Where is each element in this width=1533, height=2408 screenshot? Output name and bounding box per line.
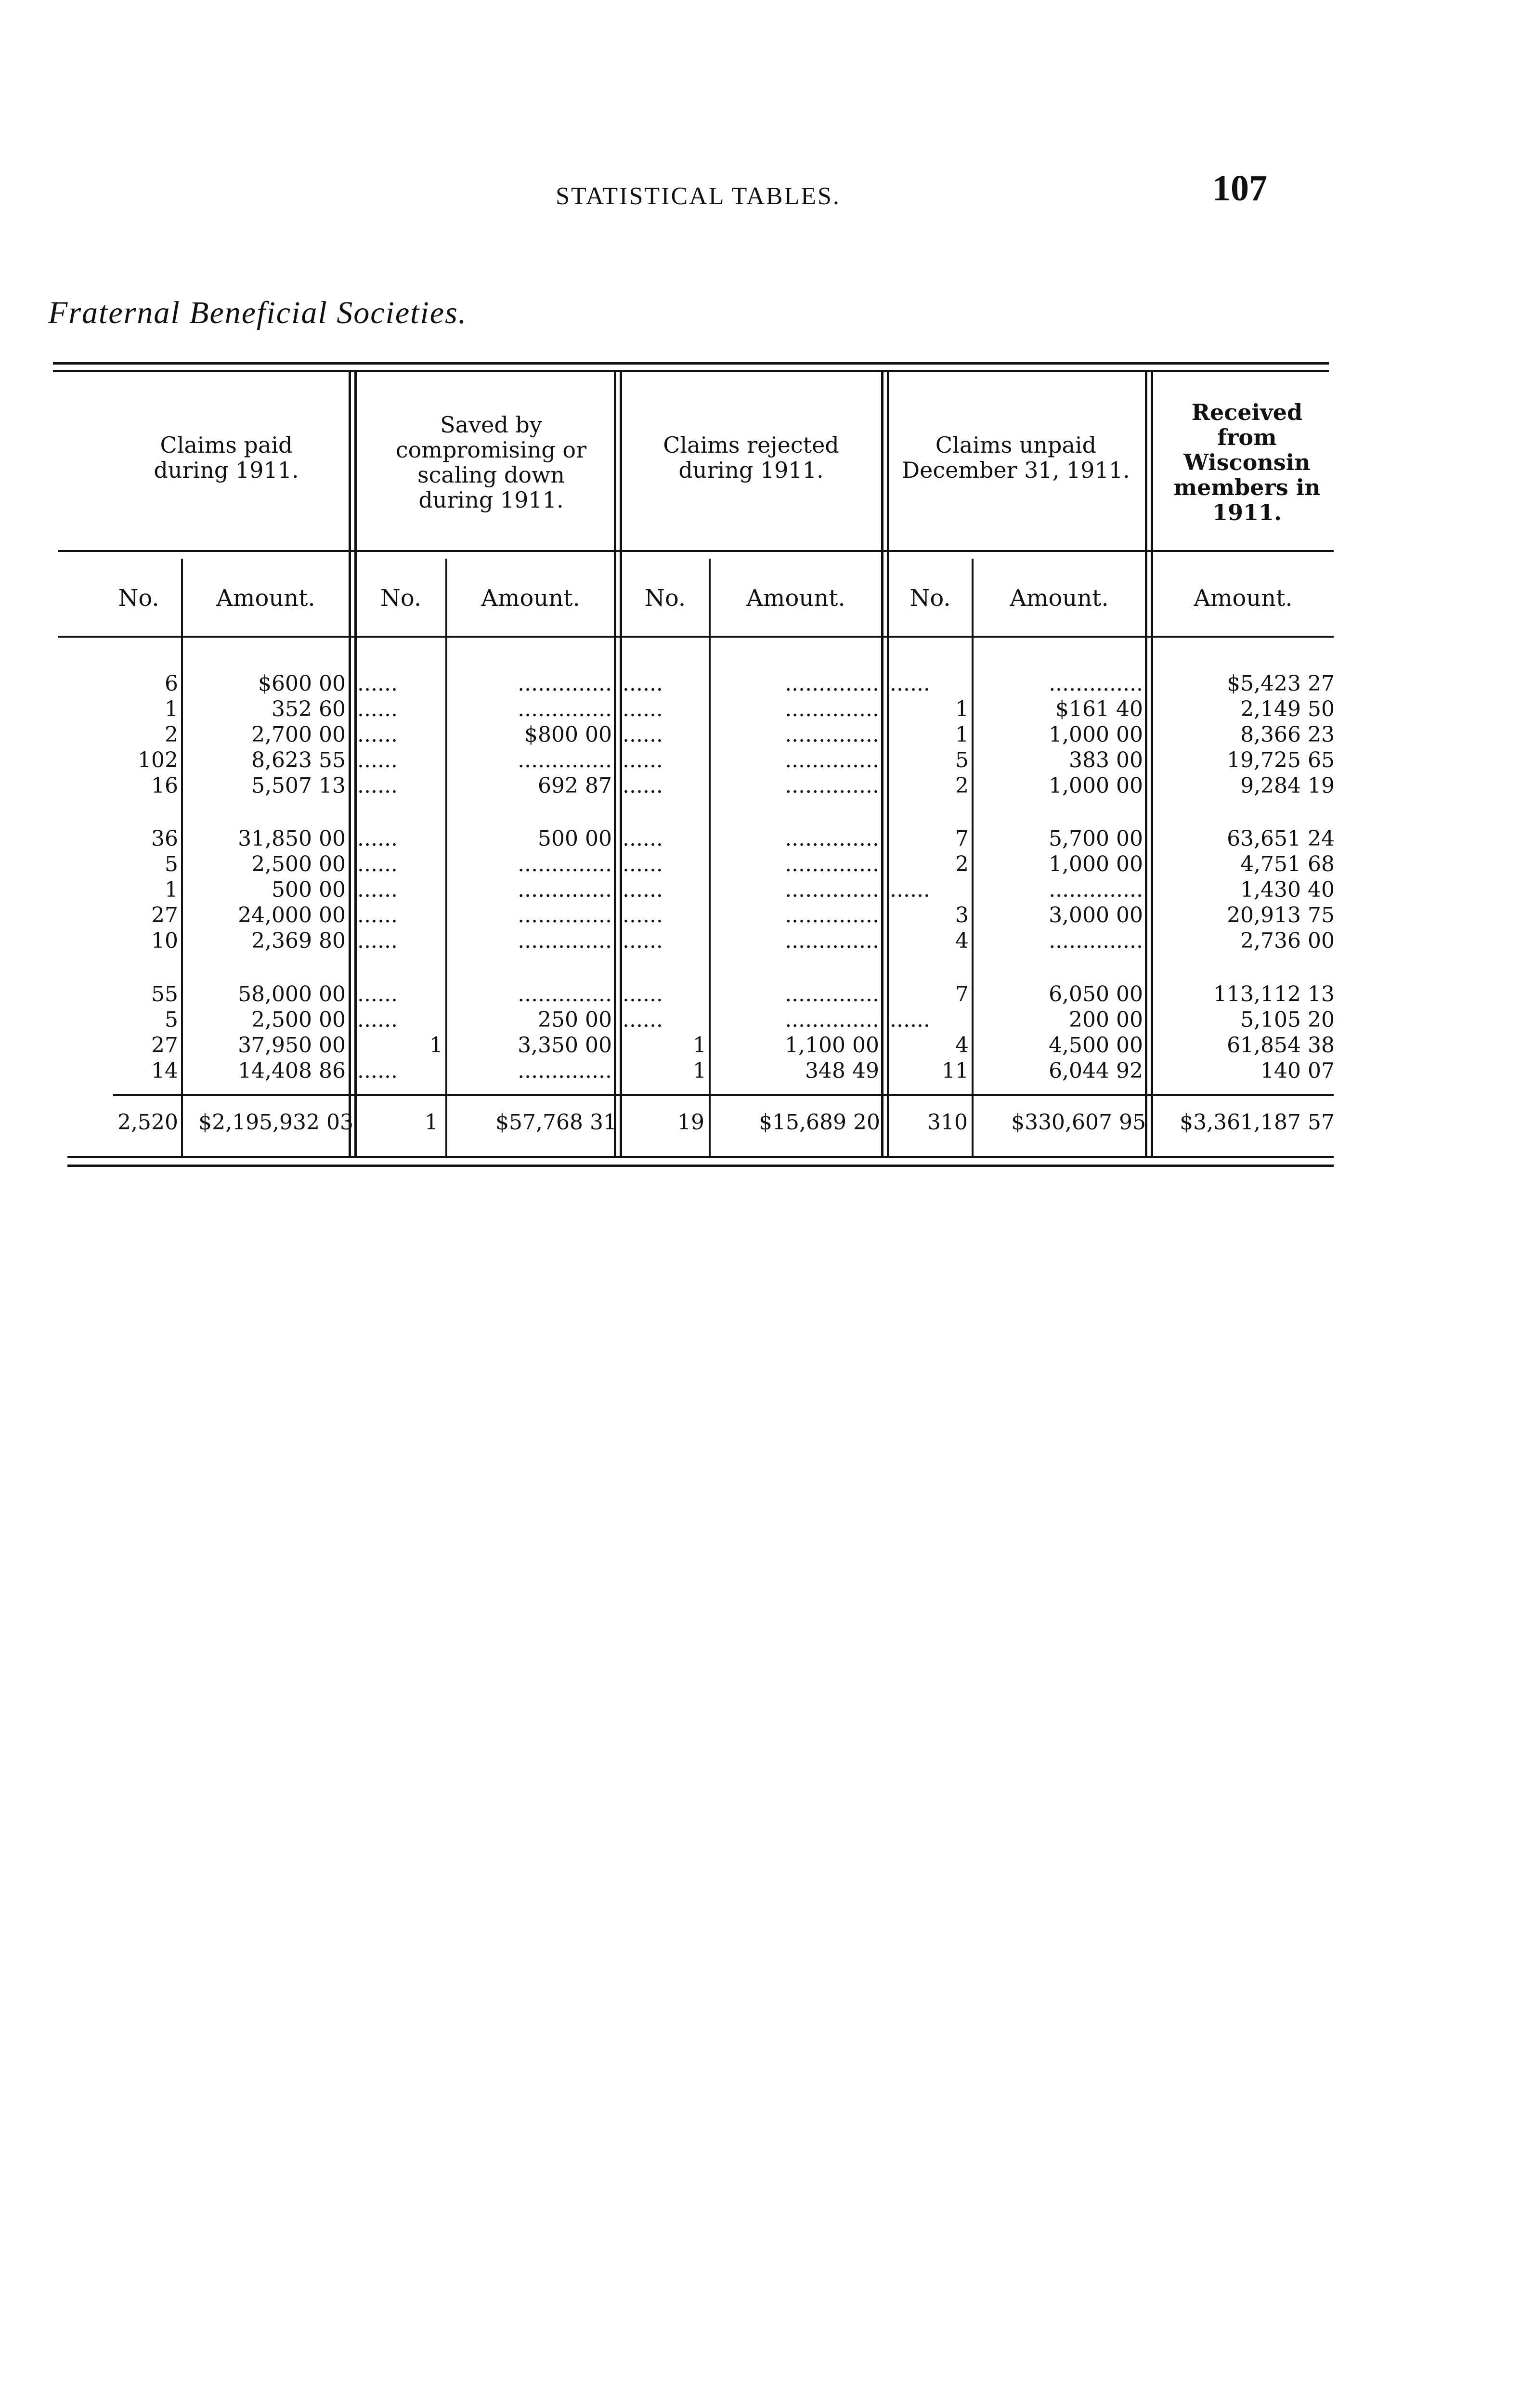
table-cell: 5 bbox=[165, 1008, 178, 1032]
table-cell: 383 00 bbox=[1069, 748, 1143, 772]
running-head: STATISTICAL TABLES. bbox=[556, 183, 841, 210]
table-cell: 2 bbox=[165, 722, 178, 747]
group-separator bbox=[1151, 372, 1153, 1156]
leader-dots: ...... bbox=[357, 773, 398, 798]
table-cell: 1,430 40 bbox=[1240, 877, 1335, 902]
table-cell: 24,000 00 bbox=[238, 903, 346, 928]
total-cell: 2,520 bbox=[117, 1110, 178, 1135]
leader-dots: ...... bbox=[623, 929, 663, 953]
leader-dots: ...... bbox=[623, 748, 663, 772]
leader-dots: ...... bbox=[357, 671, 398, 696]
total-cell: $57,768 31 bbox=[495, 1110, 617, 1135]
leader-dots: ...... bbox=[357, 722, 398, 747]
table-cell: 692 87 bbox=[538, 773, 612, 798]
table-cell: 63,651 24 bbox=[1227, 826, 1335, 851]
table-cell: 58,000 00 bbox=[238, 982, 346, 1007]
table-cell: 2 bbox=[955, 773, 969, 798]
table-cell: 27 bbox=[151, 903, 178, 928]
leader-dots: .............. bbox=[1049, 671, 1143, 696]
header-saved-by-compromising: Saved by compromising or scaling down during 1911. bbox=[395, 412, 587, 513]
table-cell: $800 00 bbox=[524, 722, 612, 747]
total-cell: 1 bbox=[425, 1110, 438, 1135]
table-cell: 348 49 bbox=[805, 1059, 879, 1083]
table-cell: 5,507 13 bbox=[251, 773, 346, 798]
table-cell: 4,500 00 bbox=[1049, 1033, 1143, 1058]
table-cell: 4 bbox=[955, 1033, 969, 1058]
leader-dots: .............. bbox=[785, 903, 879, 928]
leader-dots: .............. bbox=[785, 826, 879, 851]
group-separator bbox=[354, 372, 357, 1156]
leader-dots: .............. bbox=[518, 697, 612, 721]
leader-dots: .............. bbox=[785, 877, 879, 902]
table-cell: 9,284 19 bbox=[1240, 773, 1335, 798]
leader-dots: ...... bbox=[890, 1008, 930, 1032]
subheader-amount: Amount. bbox=[1194, 585, 1293, 612]
column-separator bbox=[181, 559, 183, 1156]
subheader-no: No. bbox=[380, 585, 422, 612]
table-cell: 3 bbox=[955, 903, 969, 928]
leader-dots: ...... bbox=[890, 671, 930, 696]
subheader-no: No. bbox=[118, 585, 159, 612]
header-divider bbox=[58, 550, 1334, 552]
table-cell: 5,700 00 bbox=[1049, 826, 1143, 851]
table-cell: 4,751 68 bbox=[1240, 852, 1335, 877]
leader-dots: ...... bbox=[357, 748, 398, 772]
leader-dots: ...... bbox=[357, 877, 398, 902]
table-bottom-rule bbox=[67, 1156, 1334, 1158]
group-separator bbox=[349, 372, 351, 1156]
group-separator bbox=[620, 372, 622, 1156]
leader-dots: ...... bbox=[623, 877, 663, 902]
leader-dots: .............. bbox=[785, 773, 879, 798]
leader-dots: ...... bbox=[623, 1008, 663, 1032]
table-cell: 1 bbox=[429, 1033, 443, 1058]
table-cell: $5,423 27 bbox=[1227, 671, 1335, 696]
leader-dots: .............. bbox=[518, 982, 612, 1007]
table-cell: 8,623 55 bbox=[251, 748, 346, 772]
header-claims-paid: Claims paid during 1911. bbox=[154, 432, 299, 483]
table-cell: 250 00 bbox=[538, 1008, 612, 1032]
table-cell: $600 00 bbox=[258, 671, 346, 696]
table-cell: 5 bbox=[955, 748, 969, 772]
total-cell: $330,607 95 bbox=[1011, 1110, 1146, 1135]
leader-dots: .............. bbox=[785, 748, 879, 772]
leader-dots: ...... bbox=[357, 1059, 398, 1083]
table-cell: 1 bbox=[955, 722, 969, 747]
table-cell: 2,500 00 bbox=[251, 1008, 346, 1032]
table-cell: 2,369 80 bbox=[251, 929, 346, 953]
table-cell: 3,000 00 bbox=[1049, 903, 1143, 928]
header-claims-unpaid: Claims unpaid December 31, 1911. bbox=[902, 432, 1130, 483]
leader-dots: .............. bbox=[518, 903, 612, 928]
section-title: Fraternal Beneficial Societies. bbox=[48, 295, 468, 330]
table-cell: 1 bbox=[955, 697, 969, 721]
table-cell: 500 00 bbox=[272, 877, 346, 902]
leader-dots: ...... bbox=[357, 929, 398, 953]
leader-dots: ...... bbox=[623, 982, 663, 1007]
leader-dots: ...... bbox=[623, 722, 663, 747]
leader-dots: ...... bbox=[623, 697, 663, 721]
table-cell: 102 bbox=[138, 748, 178, 772]
group-separator bbox=[881, 372, 883, 1156]
leader-dots: ...... bbox=[357, 826, 398, 851]
leader-dots: .............. bbox=[785, 929, 879, 953]
table-cell: 2,736 00 bbox=[1240, 929, 1335, 953]
table-cell: 16 bbox=[151, 773, 178, 798]
table-top-rule bbox=[53, 362, 1329, 365]
total-cell: 310 bbox=[927, 1110, 968, 1135]
leader-dots: ...... bbox=[623, 903, 663, 928]
leader-dots: ...... bbox=[890, 877, 930, 902]
table-cell: 5 bbox=[165, 852, 178, 877]
table-cell: 1 bbox=[165, 877, 178, 902]
table-cell: 19,725 65 bbox=[1227, 748, 1335, 772]
table-cell: 14,408 86 bbox=[238, 1059, 346, 1083]
table-cell: 14 bbox=[151, 1059, 178, 1083]
table-cell: 6,050 00 bbox=[1049, 982, 1143, 1007]
table-cell: 1,000 00 bbox=[1049, 722, 1143, 747]
group-separator bbox=[614, 372, 616, 1156]
leader-dots: ...... bbox=[357, 697, 398, 721]
group-separator bbox=[1145, 372, 1147, 1156]
table-cell: 6,044 92 bbox=[1049, 1059, 1143, 1083]
table-cell: 200 00 bbox=[1069, 1008, 1143, 1032]
table-cell: 2,500 00 bbox=[251, 852, 346, 877]
leader-dots: .............. bbox=[785, 671, 879, 696]
subheader-no: No. bbox=[909, 585, 951, 612]
leader-dots: ...... bbox=[623, 852, 663, 877]
table-cell: 11 bbox=[942, 1059, 969, 1083]
leader-dots: ...... bbox=[357, 903, 398, 928]
subheader-no: No. bbox=[644, 585, 686, 612]
total-cell: 19 bbox=[677, 1110, 704, 1135]
table-cell: $161 40 bbox=[1055, 697, 1143, 721]
total-cell: $2,195,932 03 bbox=[198, 1110, 353, 1135]
column-separator bbox=[709, 559, 711, 1156]
table-cell: 1,100 00 bbox=[785, 1033, 879, 1058]
column-separator bbox=[445, 559, 447, 1156]
table-cell: 3,350 00 bbox=[518, 1033, 612, 1058]
table-cell: 20,913 75 bbox=[1227, 903, 1335, 928]
subheader-amount: Amount. bbox=[1010, 585, 1109, 612]
table-cell: 1 bbox=[165, 697, 178, 721]
table-cell: 352 60 bbox=[272, 697, 346, 721]
leader-dots: ...... bbox=[357, 982, 398, 1007]
table-cell: 1 bbox=[693, 1033, 706, 1058]
leader-dots: .............. bbox=[1049, 929, 1143, 953]
table-cell: 61,854 38 bbox=[1227, 1033, 1335, 1058]
leader-dots: ...... bbox=[623, 773, 663, 798]
table-cell: 37,950 00 bbox=[238, 1033, 346, 1058]
table-cell: 113,112 13 bbox=[1213, 982, 1335, 1007]
table-cell: 1,000 00 bbox=[1049, 773, 1143, 798]
table-cell: 2,149 50 bbox=[1240, 697, 1335, 721]
column-separator bbox=[972, 559, 974, 1156]
table-cell: 7 bbox=[955, 982, 969, 1007]
table-cell: 31,850 00 bbox=[238, 826, 346, 851]
table-cell: 5,105 20 bbox=[1240, 1008, 1335, 1032]
table-cell: 1 bbox=[693, 1059, 706, 1083]
leader-dots: .............. bbox=[518, 877, 612, 902]
table-cell: 4 bbox=[955, 929, 969, 953]
page-number: 107 bbox=[1212, 168, 1267, 209]
leader-dots: ...... bbox=[623, 826, 663, 851]
leader-dots: ...... bbox=[623, 671, 663, 696]
subheader-amount: Amount. bbox=[216, 585, 315, 612]
table-cell: 27 bbox=[151, 1033, 178, 1058]
leader-dots: .............. bbox=[518, 748, 612, 772]
header-claims-rejected: Claims rejected during 1911. bbox=[663, 432, 839, 483]
leader-dots: ...... bbox=[357, 1008, 398, 1032]
leader-dots: .............. bbox=[518, 1059, 612, 1083]
table-cell: 2 bbox=[955, 852, 969, 877]
subheader-divider bbox=[58, 636, 1334, 638]
subheader-amount: Amount. bbox=[746, 585, 845, 612]
table-cell: 2,700 00 bbox=[251, 722, 346, 747]
leader-dots: ...... bbox=[357, 852, 398, 877]
table-cell: 55 bbox=[151, 982, 178, 1007]
total-cell: $3,361,187 57 bbox=[1180, 1110, 1335, 1135]
table-cell: 140 07 bbox=[1260, 1059, 1335, 1083]
table-cell: 10 bbox=[151, 929, 178, 953]
header-received-wisconsin: Received from Wisconsin members in 1911. bbox=[1173, 399, 1321, 525]
table-top-rule-2 bbox=[53, 370, 1329, 372]
total-cell: $15,689 20 bbox=[759, 1110, 880, 1135]
leader-dots: .............. bbox=[1049, 877, 1143, 902]
group-separator bbox=[887, 372, 889, 1156]
table-cell: 1,000 00 bbox=[1049, 852, 1143, 877]
table-cell: 6 bbox=[165, 671, 178, 696]
leader-dots: .............. bbox=[785, 852, 879, 877]
leader-dots: .............. bbox=[518, 929, 612, 953]
leader-dots: .............. bbox=[785, 697, 879, 721]
table-cell: 8,366 23 bbox=[1240, 722, 1335, 747]
table-cell: 500 00 bbox=[538, 826, 612, 851]
table-cell: 36 bbox=[151, 826, 178, 851]
leader-dots: .............. bbox=[785, 982, 879, 1007]
leader-dots: .............. bbox=[785, 1008, 879, 1032]
table-bottom-rule-2 bbox=[67, 1165, 1334, 1167]
leader-dots: .............. bbox=[785, 722, 879, 747]
leader-dots: .............. bbox=[518, 671, 612, 696]
table-cell: 7 bbox=[955, 826, 969, 851]
subheader-amount: Amount. bbox=[481, 585, 580, 612]
leader-dots: .............. bbox=[518, 852, 612, 877]
